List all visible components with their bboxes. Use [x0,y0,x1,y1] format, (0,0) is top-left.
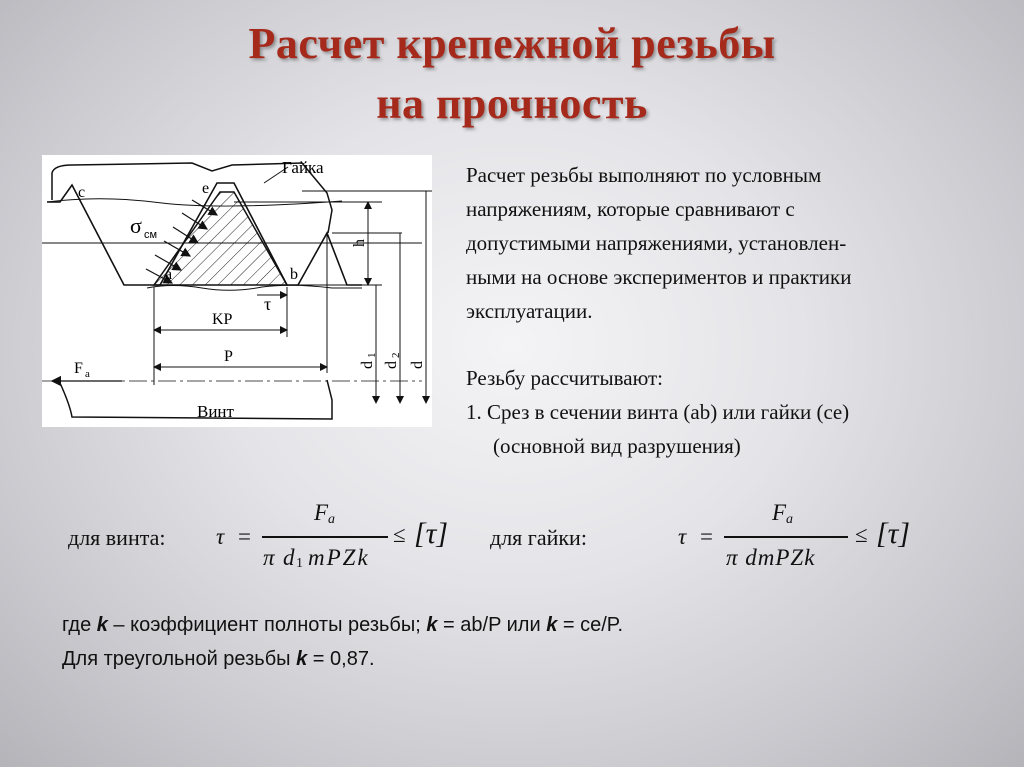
d-label: d [409,361,426,369]
point-c-label: c [78,184,86,201]
footnote-text: = ce/P. [557,614,624,636]
thread-diagram [42,155,432,427]
d2-label: d [383,361,400,369]
sigma-subscript: см [144,229,158,241]
d1-label: d [359,361,376,369]
paragraph-line: Расчет резьбы выполняют по условным [466,163,822,187]
footnote-k: k [546,614,558,636]
list-item-1-continued: (основной вид разрушения) [493,434,741,458]
footnote-text: = ab/P или [437,614,547,636]
screw-numerator-sub: a [328,512,335,527]
sigma-label: σ [130,213,142,238]
list-item-1: 1. Срез в сечении винта (ab) или гайки (ce) [466,400,850,424]
screw-denominator-sub: 1 [296,556,303,571]
d1-subscript: 1 [366,352,378,358]
nut-eq: = [700,524,713,549]
calculation-list [466,361,849,463]
nut-fraction-bar [724,536,848,538]
screw-leq: ≤ [393,522,406,547]
screw-denominator-d: d [283,545,295,570]
description-paragraph [466,158,1011,328]
screw-fraction-bar [262,536,388,538]
kp-label: KP [212,311,233,328]
nut-numerator-sub: a [786,512,793,527]
tau-label: τ [264,294,272,314]
footnote-text: где [62,614,97,636]
p-label: P [224,348,233,365]
point-e-label: e [202,180,210,197]
nut-formula-label: для гайки: [490,525,587,550]
screw-numerator: F [314,500,329,525]
footnote-k: k [96,614,108,636]
footnote-text: = 0,87. [307,648,375,670]
footnote-line2 [62,648,375,671]
screw-allowable: [τ] [414,517,449,550]
nut-tau: τ [678,524,687,549]
point-a-label: a [165,266,173,283]
footnote-text: Для треугольной резьбы [62,648,297,670]
paragraph-line: эксплуатации. [466,299,593,323]
screw-denominator-rest: mPZk [308,545,370,570]
nut-label: Гайка [282,158,324,177]
bolt-label: Винт [197,402,234,421]
fa-subscript: a [85,368,90,380]
slide-title-line2: на прочность [376,79,648,128]
paragraph-line: ными на основе экспериментов и практики [466,265,852,289]
footnote-line1 [62,614,623,637]
screw-tau: τ [216,524,225,549]
nut-numerator: F [772,500,787,525]
footnote-k: k [296,648,308,670]
d2-subscript: 2 [390,352,402,358]
thread-diagram-svg [42,155,432,427]
root-line [147,285,362,290]
screw-eq: = [238,524,251,549]
footnote-k: k [426,614,438,636]
nut-allowable: [τ] [876,517,911,550]
nut-leq: ≤ [855,522,868,547]
slide-title-line1: Расчет крепежной резьбы [248,19,776,68]
nut-denominator: π dmPZk [726,545,816,570]
screw-denominator-pi: π [263,545,275,570]
point-b-label: b [290,266,298,283]
list-intro: Резьбу рассчитывают: [466,366,663,390]
bolt-outline [60,380,332,419]
paragraph-line: напряжениям, которые сравнивают с [466,197,795,221]
paragraph-line: допустимыми напряжениями, установлен- [466,231,847,255]
h-label: h [351,239,368,247]
screw-formula-label: для винта: [68,525,166,550]
footnote-text: – коэффициент полноты резьбы; [107,614,427,636]
fa-label: F [74,360,83,377]
